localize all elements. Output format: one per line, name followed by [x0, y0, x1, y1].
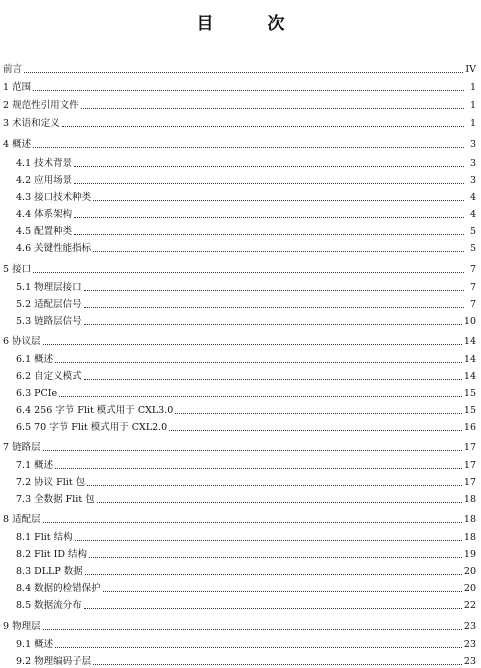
dot-leader [74, 182, 464, 184]
toc-entry[interactable] [0, 279, 481, 294]
dot-leader [97, 501, 462, 503]
dot-leader [33, 146, 464, 148]
toc-entry[interactable] [0, 155, 481, 170]
toc-entry[interactable] [0, 206, 481, 221]
toc-entry-label: 4.3 接口技术种类 [16, 192, 92, 203]
toc-entry-page-number: IV [465, 64, 476, 75]
dot-leader [33, 271, 464, 273]
dot-leader [84, 378, 462, 380]
dot-leader [24, 71, 463, 73]
toc-entry[interactable] [0, 474, 481, 489]
toc-entry[interactable] [0, 61, 481, 76]
dot-leader [93, 199, 464, 201]
toc-entry[interactable] [0, 618, 481, 633]
toc-entry-page-number: 5 [469, 243, 476, 254]
dot-leader [43, 449, 462, 451]
toc-entry-page-number: 19 [463, 549, 476, 560]
toc-entry[interactable] [0, 240, 481, 255]
toc-entry-label: 8.1 Flit 结构 [16, 532, 73, 543]
toc-entry[interactable] [0, 457, 481, 472]
dot-leader [85, 573, 462, 575]
toc-entry-page-number: 4 [469, 209, 476, 220]
toc-entry-page-number: 14 [463, 354, 476, 365]
dot-leader [55, 467, 462, 469]
toc-entry-page-number: 7 [469, 299, 476, 310]
dot-leader [75, 539, 462, 541]
toc-entry-label: 7.3 全数据 Flit 包 [16, 494, 95, 505]
dot-leader [55, 361, 462, 363]
dot-leader [84, 323, 462, 325]
dot-leader [93, 250, 464, 252]
toc-entry-page-number: 17 [463, 460, 476, 471]
toc-entry-label: 4.2 应用场景 [16, 175, 73, 186]
toc-entry-label: 7 链路层 [3, 442, 41, 453]
toc-entry[interactable] [0, 529, 481, 544]
toc-entry[interactable] [0, 296, 481, 311]
toc-entry-label: 8 适配层 [3, 514, 41, 525]
toc-entry-page-number: 3 [469, 175, 476, 186]
dot-leader [74, 233, 464, 235]
toc-entry[interactable] [0, 419, 481, 434]
toc-entry-label: 8.5 数据流分布 [16, 600, 82, 611]
toc-entry-label: 前言 [3, 64, 23, 75]
toc-entry-page-number: 18 [463, 494, 476, 505]
toc-entry-label: 3 术语和定义 [3, 118, 60, 129]
dot-leader [81, 107, 464, 109]
toc-entry-label: 9.1 概述 [16, 639, 54, 650]
toc-entry-label: 5.3 链路层信号 [16, 316, 82, 327]
toc-entry-label: 7.2 协议 Flit 包 [16, 477, 86, 488]
toc-entry-page-number: 3 [469, 158, 476, 169]
toc-entry-page-number: 1 [469, 118, 476, 129]
toc-entry[interactable] [0, 172, 481, 187]
toc-entry-label: 4.6 关键性能指标 [16, 243, 92, 254]
dot-leader [74, 165, 464, 167]
toc-entry-label: 6.2 自定义模式 [16, 371, 82, 382]
toc-entry-page-number: 20 [463, 566, 476, 577]
toc-entry[interactable] [0, 189, 481, 204]
toc-entry[interactable] [0, 115, 481, 130]
toc-entry-page-number: 7 [469, 264, 476, 275]
toc-entry-label: 4.5 配置种类 [16, 226, 73, 237]
toc-entry-page-number: 17 [463, 477, 476, 488]
toc-entry-label: 6 协议层 [3, 336, 41, 347]
toc-entry-page-number: 14 [463, 336, 476, 347]
dot-leader [89, 556, 462, 558]
dot-leader [43, 521, 462, 523]
dot-leader [175, 412, 462, 414]
toc-entry[interactable] [0, 636, 481, 651]
toc-entry-label: 1 范围 [3, 82, 32, 93]
toc-entry[interactable] [0, 223, 481, 238]
toc-entry-page-number: 18 [463, 532, 476, 543]
toc-entry-page-number: 15 [463, 405, 476, 416]
toc-entry-page-number: 23 [463, 656, 476, 667]
toc-entry-page-number: 16 [463, 422, 476, 433]
toc-entry-label: 9 物理层 [3, 621, 41, 632]
toc-entry-page-number: 22 [463, 600, 476, 611]
toc-entry[interactable] [0, 439, 481, 454]
toc-entry-page-number: 15 [463, 388, 476, 399]
dot-leader [169, 429, 462, 431]
toc-entry[interactable] [0, 351, 481, 366]
toc-entry[interactable] [0, 385, 481, 400]
dot-leader [103, 590, 462, 592]
toc-entry[interactable] [0, 653, 481, 668]
dot-leader [84, 306, 464, 308]
toc-entry-label: 8.4 数据的检错保护 [16, 583, 101, 594]
toc-entry[interactable] [0, 368, 481, 383]
toc-entry-label: 5.1 物理层接口 [16, 282, 82, 293]
toc-entry[interactable] [0, 97, 481, 112]
dot-leader [74, 216, 464, 218]
dot-leader [43, 343, 462, 345]
toc-entry-label: 2 规范性引用文件 [3, 100, 79, 111]
toc-entry[interactable] [0, 597, 481, 612]
toc-entry-page-number: 4 [469, 192, 476, 203]
toc-entry-label: 4.1 技术背景 [16, 158, 73, 169]
toc-entry[interactable] [0, 563, 481, 578]
toc-entry-label: 6.5 70 字节 Flit 模式用于 CXL2.0 [16, 422, 168, 433]
dot-leader [55, 646, 462, 648]
toc-entry-label: 5.2 适配层信号 [16, 299, 82, 310]
toc-entry[interactable] [0, 79, 481, 94]
toc-entry-label: 7.1 概述 [16, 460, 54, 471]
toc-entry[interactable] [0, 261, 481, 276]
dot-leader [84, 607, 462, 609]
toc-entry[interactable] [0, 136, 481, 151]
dot-leader [93, 663, 462, 665]
dot-leader [59, 395, 462, 397]
toc-entry-page-number: 10 [463, 316, 476, 327]
toc-entry-page-number: 18 [463, 514, 476, 525]
toc-entry-label: 4.4 体系架构 [16, 209, 73, 220]
dot-leader [87, 484, 462, 486]
toc-entry-page-number: 1 [469, 100, 476, 111]
toc-entry[interactable] [0, 546, 481, 561]
dot-leader [84, 289, 464, 291]
toc-entry-page-number: 17 [463, 442, 476, 453]
toc-entry-page-number: 7 [469, 282, 476, 293]
toc-entry-page-number: 23 [463, 639, 476, 650]
toc-entry[interactable] [0, 511, 481, 526]
toc-entry[interactable] [0, 402, 481, 417]
toc-entry-label: 8.3 DLLP 数据 [16, 566, 83, 577]
dot-leader [43, 628, 462, 630]
toc-entry[interactable] [0, 313, 481, 328]
toc-entry-label: 6.3 PCIe [16, 388, 58, 399]
toc-entry[interactable] [0, 491, 481, 506]
page-title: 目 次 [196, 14, 309, 34]
toc-entry-label: 9.2 物理编码子层 [16, 656, 92, 667]
toc-entry-label: 4 概述 [3, 139, 32, 150]
dot-leader [62, 125, 464, 127]
toc-entry-page-number: 14 [463, 371, 476, 382]
toc-entry-page-number: 20 [463, 583, 476, 594]
toc-entry-label: 6.1 概述 [16, 354, 54, 365]
toc-entry-label: 8.2 Flit ID 结构 [16, 549, 88, 560]
toc-entry-page-number: 3 [469, 139, 476, 150]
toc-entry[interactable] [0, 580, 481, 595]
toc-entry-page-number: 5 [469, 226, 476, 237]
toc-entry-label: 6.4 256 字节 Flit 模式用于 CXL3.0 [16, 405, 174, 416]
toc-entry[interactable] [0, 333, 481, 348]
toc-entry-page-number: 1 [469, 82, 476, 93]
toc-entry-page-number: 23 [463, 621, 476, 632]
toc-entry-label: 5 接口 [3, 264, 32, 275]
dot-leader [33, 89, 464, 91]
